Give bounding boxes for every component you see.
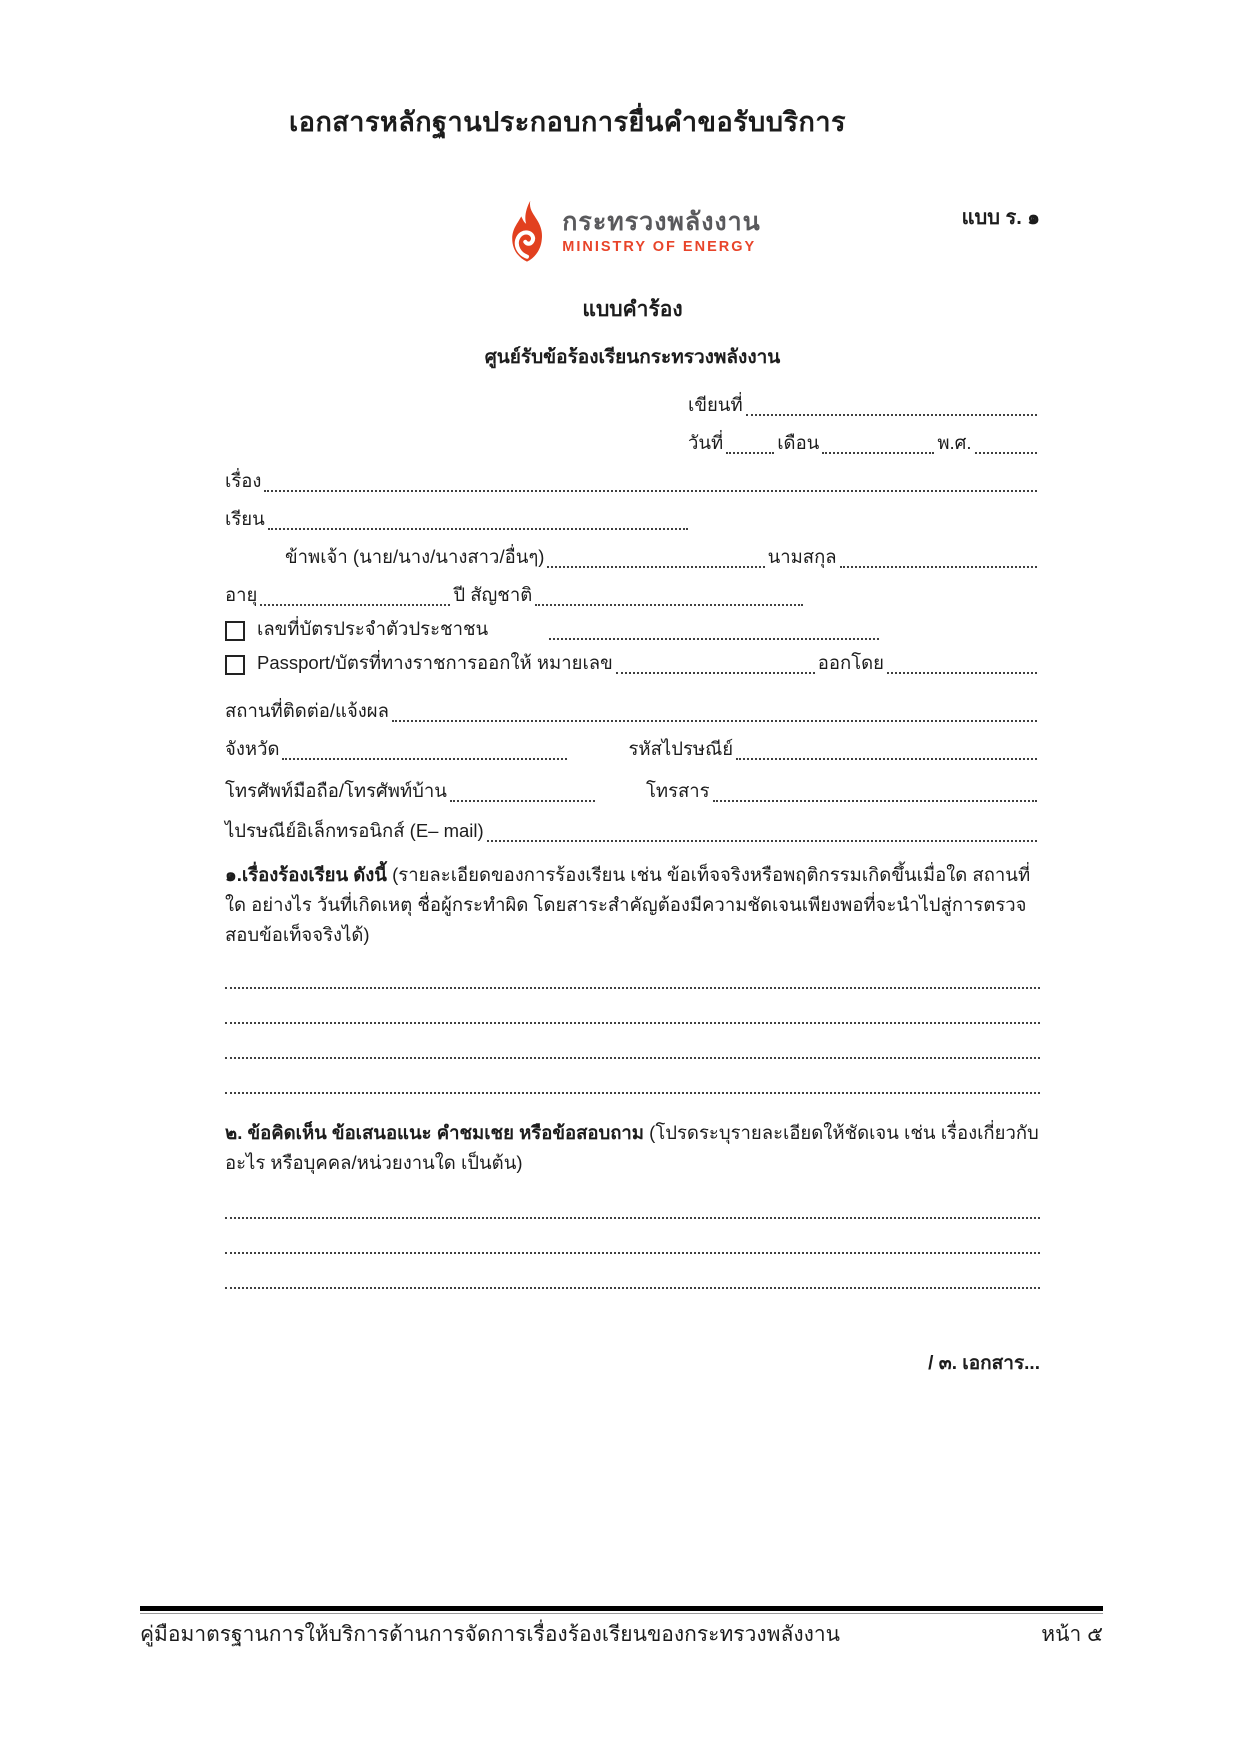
opinion-write-line — [225, 1223, 1040, 1258]
fax-field[interactable] — [713, 796, 1037, 802]
province-row — [225, 726, 1040, 764]
logo-thai-name: กระทรวงพลังงาน — [562, 207, 761, 236]
id-card-number-field[interactable] — [549, 634, 879, 640]
opinion-fill-line-2[interactable] — [225, 1248, 1040, 1254]
subject-label: เรื่อง — [225, 470, 262, 491]
fax-label: โทรสาร — [645, 780, 710, 801]
footer-divider-thin — [140, 1613, 1103, 1614]
written-at-row — [688, 382, 1040, 420]
footer-divider — [140, 1606, 1103, 1611]
address-label: สถานที่ติดต่อ/แจ้งผล — [225, 700, 389, 721]
phone-label: โทรศัพท์มือถือ/โทรศัพท์บ้าน — [225, 780, 447, 801]
postal-code-field[interactable] — [736, 754, 1037, 760]
surname-field[interactable] — [840, 562, 1037, 568]
opinion-write-line — [225, 1258, 1040, 1293]
passport-number-field[interactable] — [616, 668, 815, 674]
form-heading: แบบคำร้อง — [582, 298, 683, 321]
complaint-write-line — [225, 1063, 1040, 1098]
section1-paragraph — [225, 860, 1040, 950]
complaint-fill-line-3[interactable] — [225, 1053, 1040, 1059]
written-at-field[interactable] — [746, 410, 1037, 416]
email-field[interactable] — [487, 836, 1037, 842]
complaint-fill-line-1[interactable] — [225, 983, 1040, 989]
opinion-fill-line-3[interactable] — [225, 1283, 1040, 1289]
applicant-label: ข้าพเจ้า (นาย/นาง/นางสาว/อื่นๆ) — [285, 546, 545, 567]
section2-detail: (โปรดระบุรายละเอียดให้ชัดเจน เช่น เรื่องเกี่ยวกับอะไร หรือบุคคล/หน่วยงานใด เป็นต้น) — [225, 1121, 1039, 1173]
section2-paragraph — [225, 1118, 1040, 1178]
passport-checkbox[interactable] — [225, 655, 245, 675]
section2-title: ๒. ข้อคิดเห็น ข้อเสนอแนะ คำชมเชย หรือข้อสอบถาม — [225, 1121, 645, 1143]
form-subheading: ศูนย์รับข้อร้องเรียนกระทรวงพลังงาน — [484, 347, 781, 368]
complaint-write-line — [225, 958, 1040, 993]
continuation-note: / ๓. เอกสาร... — [928, 1353, 1040, 1374]
document-content — [225, 0, 1040, 1293]
issued-by-field[interactable] — [887, 668, 1037, 674]
section1-title: ๑.เรื่องร้องเรียน ดังนี้ — [225, 864, 387, 885]
passport-label: Passport/บัตรที่ทางราชการออกให้ หมายเลข — [257, 652, 613, 673]
year-field[interactable] — [975, 448, 1037, 454]
logo-text — [562, 209, 761, 256]
address-field[interactable] — [392, 716, 1037, 722]
month-field[interactable] — [822, 448, 934, 454]
date-field[interactable] — [726, 448, 774, 454]
postal-code-label: รหัสไปรษณีย์ — [628, 738, 734, 759]
id-card-checkbox[interactable] — [225, 621, 245, 641]
subject-row — [225, 458, 1040, 496]
phone-field[interactable] — [450, 796, 595, 802]
nationality-field[interactable] — [535, 600, 803, 606]
footer-text-row — [140, 1618, 1103, 1651]
to-label: เรียน — [225, 508, 265, 529]
to-row — [225, 496, 1040, 534]
form-code: แบบ ร. ๑ — [961, 207, 1040, 229]
date-row — [688, 420, 1040, 458]
year-label: พ.ศ. — [937, 432, 972, 453]
subject-field[interactable] — [264, 486, 1037, 492]
opinion-fill-line-1[interactable] — [225, 1213, 1040, 1219]
written-at-label: เขียนที่ — [688, 394, 743, 415]
province-label: จังหวัด — [225, 738, 280, 759]
complaint-write-line — [225, 1028, 1040, 1063]
page-title: เอกสารหลักฐานประกอบการยื่นคำขอรับบริการ — [289, 107, 846, 137]
surname-label: นามสกุล — [767, 546, 837, 567]
passport-row — [225, 644, 1040, 678]
section1-detail: (รายละเอียดของการร้องเรียน เช่น ข้อเท็จจริงหรือพฤติกรรมเกิดขึ้นเมื่อใด สถานที่ใด อย่างไร วันที่เกิดเหตุ ชื่อผู้กระทำผิด โดยสาระสำคัญต้องมีความชัดเจนเพียงพอที่จะนำไปสู่การตรวจสอบข้อเท็จจริงได้) — [225, 864, 1031, 945]
opinion-write-line — [225, 1188, 1040, 1223]
footer-page-number: หน้า ๕ — [1041, 1623, 1103, 1646]
id-card-row — [225, 610, 1040, 644]
applicant-row — [225, 534, 1040, 572]
id-card-label: เลขที่บัตรประจำตัวประชาชน — [257, 618, 489, 639]
age-row — [225, 572, 1040, 610]
date-block — [688, 382, 1040, 458]
email-label: ไปรษณีย์อิเล็กทรอนิกส์ (E– mail) — [225, 820, 484, 841]
ministry-logo — [225, 193, 1040, 271]
month-label: เดือน — [777, 432, 820, 453]
complaint-write-line — [225, 993, 1040, 1028]
footer-manual-title: คู่มือมาตรฐานการให้บริการด้านการจัดการเรื่องร้องเรียนของกระทรวงพลังงาน — [140, 1623, 840, 1646]
form-header — [225, 193, 1040, 271]
to-field[interactable] — [268, 524, 688, 530]
age-label: อายุ — [225, 584, 258, 605]
date-label: วันที่ — [688, 432, 724, 453]
email-row — [225, 808, 1040, 846]
flame-icon — [504, 198, 550, 266]
age-field[interactable] — [260, 600, 450, 606]
nationality-label: ปี สัญชาติ — [453, 584, 533, 605]
page-footer — [140, 1606, 1103, 1651]
logo-english-name: MINISTRY OF ENERGY — [562, 239, 757, 256]
address-row — [225, 688, 1040, 726]
complaint-fill-line-4[interactable] — [225, 1088, 1040, 1094]
issued-by-label: ออกโดย — [817, 652, 884, 673]
phone-row — [225, 768, 1040, 806]
first-name-field[interactable] — [547, 562, 764, 568]
complaint-fill-line-2[interactable] — [225, 1018, 1040, 1024]
province-field[interactable] — [282, 754, 567, 760]
